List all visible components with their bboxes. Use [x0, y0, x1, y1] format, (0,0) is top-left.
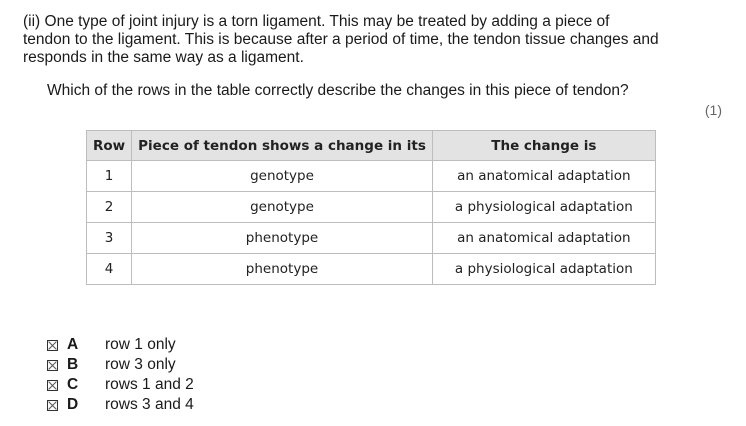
option-checkbox[interactable] [47, 340, 58, 351]
table-row [87, 161, 656, 192]
option-letter: A [67, 336, 79, 353]
question-text: Which of the rows in the table correctly describe the changes in this piece of tendon? [47, 82, 629, 99]
table-row [87, 254, 656, 285]
header-change: The change is [432, 131, 655, 161]
option-c[interactable] [47, 375, 194, 395]
answer-table [86, 130, 656, 285]
option-text: row 1 only [105, 336, 176, 353]
intro-line-3: responds in the same way as a ligament. [23, 49, 304, 66]
intro-line-2: tendon to the ligament. This is because after a period of time, the tendon tissue changes and [23, 31, 659, 48]
question-intro [23, 13, 738, 67]
row-change: an anatomical adaptation [432, 161, 655, 192]
option-a[interactable] [47, 335, 194, 355]
answer-options [47, 335, 194, 415]
header-piece: Piece of tendon shows a change in its [132, 131, 433, 161]
row-number: 2 [87, 192, 132, 223]
row-number: 3 [87, 223, 132, 254]
intro-line-1: (ii) One type of joint injury is a torn ligament. This may be treated by adding a piece of [23, 13, 610, 30]
row-piece: genotype [132, 161, 433, 192]
option-letter: D [67, 396, 79, 413]
row-piece: genotype [132, 192, 433, 223]
table-header-row [87, 131, 656, 161]
option-letter: B [67, 356, 79, 373]
table-row [87, 192, 656, 223]
row-number: 4 [87, 254, 132, 285]
row-number: 1 [87, 161, 132, 192]
option-checkbox[interactable] [47, 400, 58, 411]
option-text: rows 1 and 2 [105, 376, 194, 393]
marks-label: (1) [704, 102, 722, 118]
row-piece: phenotype [132, 254, 433, 285]
row-change: an anatomical adaptation [432, 223, 655, 254]
option-d[interactable] [47, 395, 194, 415]
option-b[interactable] [47, 355, 194, 375]
table-row [87, 223, 656, 254]
header-row: Row [87, 131, 132, 161]
option-text: row 3 only [105, 356, 176, 373]
option-checkbox[interactable] [47, 360, 58, 371]
option-text: rows 3 and 4 [105, 396, 194, 413]
option-letter: C [67, 376, 79, 393]
row-change: a physiological adaptation [432, 254, 655, 285]
row-change: a physiological adaptation [432, 192, 655, 223]
option-checkbox[interactable] [47, 380, 58, 391]
row-piece: phenotype [132, 223, 433, 254]
